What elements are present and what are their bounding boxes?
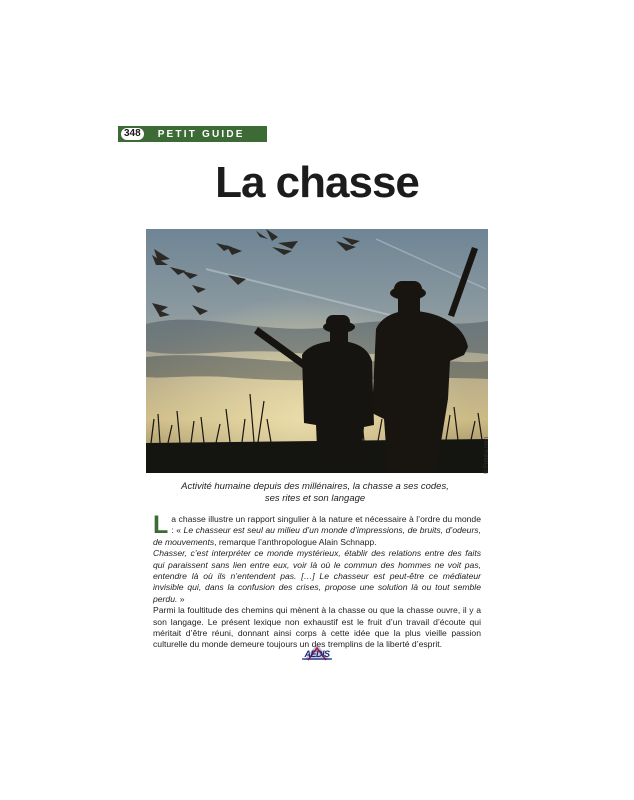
paragraph-3: Parmi la foultitude des chemins qui mènent à la chasse ou que la chasse ouvre, il y a son langage. Le présent lexique non exhaustif est le fruit d’un travail d’écoute qui méritait d’être réuni, donnant ainsi corps à cette idée que la plus vieille passion culturelle du monde demeure toujours un des tremplins de la liberté d’esprit. (153, 605, 481, 650)
caption-line-1: Activité humaine depuis des millénaires, la chasse a ses codes, (181, 481, 449, 492)
series-banner (118, 126, 267, 142)
hunters-silhouette-illustration (146, 229, 488, 473)
publisher-logo (300, 642, 334, 662)
caption-line-2: ses rites et son langage (264, 493, 366, 504)
paragraph-2 (153, 548, 481, 605)
paragraph-1-start: a chasse illustre un rapport singulier à la nature et nécessaire à l’ordre du monde : « (171, 514, 481, 536)
photo-credit: © Fotolia.com (484, 436, 490, 474)
page-title: La chasse (215, 158, 419, 207)
hunters-photo (146, 229, 488, 473)
paragraph-1 (153, 511, 481, 548)
paragraph-2-quote: Chasser, c’est interpréter ce monde mystérieux, établir des relations entre des faits qui paraissent sans lien entre eux, voir là où le commun des hommes ne voit pas, entendre là où ils n’entendent pas. […] Le chasseur est peut-être ce médiateur invisible qui, dans la confusion des crises, propose une solution là ou tout semble perdu. (153, 548, 481, 604)
paragraph-1-quote: Le chasseur est seul au milieu d’un monde d’impressions, de bruits, d’odeurs, de mouvements (153, 525, 481, 547)
paragraph-1-end: , remarque l’anthropologue Alain Schnapp. (214, 536, 377, 547)
intro-text (153, 511, 481, 651)
photo-caption (180, 481, 450, 505)
paragraph-2-end: » (177, 593, 185, 604)
logo-text: AEDIS (304, 649, 330, 659)
page-number: 348 (121, 128, 144, 140)
series-name: PETIT GUIDE (157, 128, 245, 140)
drop-cap: L (153, 511, 169, 539)
